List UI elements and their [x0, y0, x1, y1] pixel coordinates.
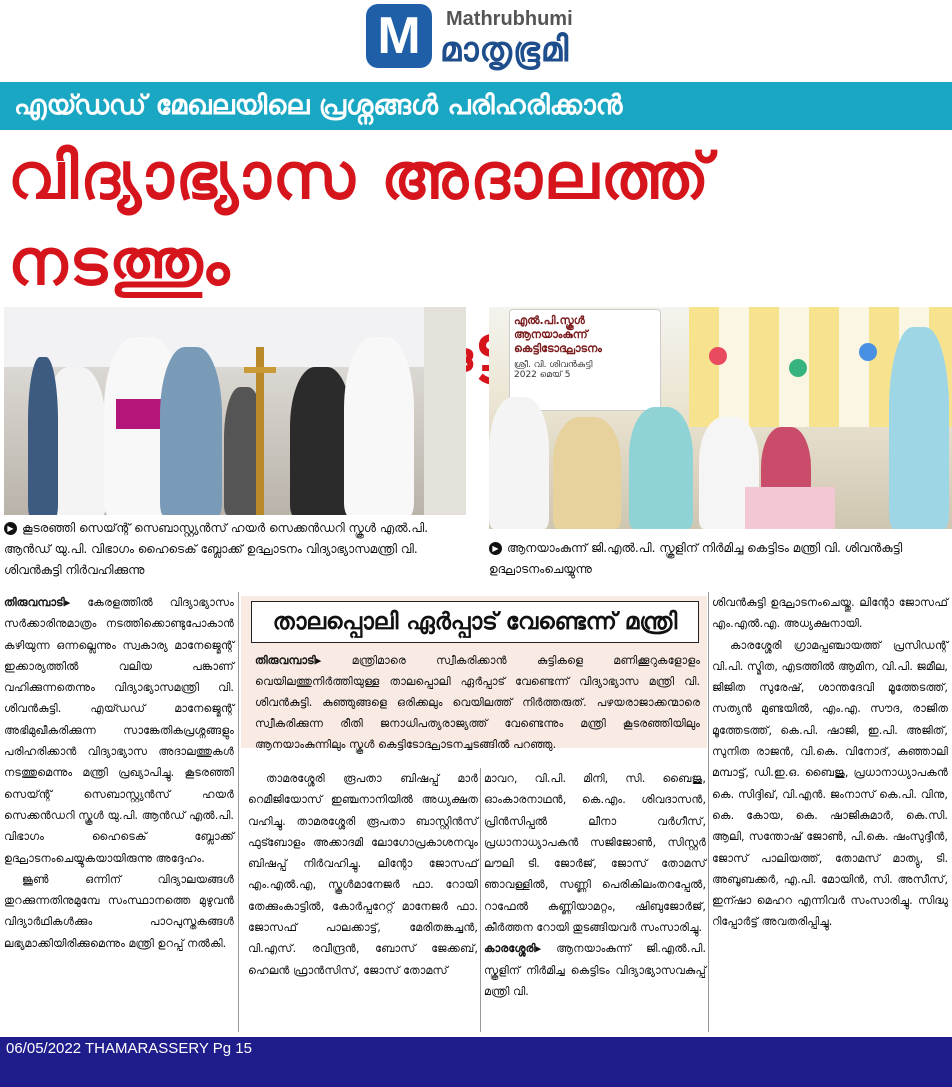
dateline: തിരുവമ്പാടി▸	[255, 654, 322, 667]
play-bullet-icon: ▶	[489, 542, 502, 555]
paragraph: കേരളത്തിൽ വിദ്യാഭ്യാസം സർക്കാരിനുമാത്രം നടത്തിക്കൊണ്ടുപോകാൻ കഴിയുന്ന ഒന്നല്ലെന്നും സ്വകാര്യ മാനേജ്മെന്റ് ഇക്കാര്യത്തിൽ വലിയ പങ്കാണ് വഹിക്കുന്നതെന്നും വിദ്യാഭ്യാസമന്ത്രി വി. ശിവൻകുട്ടി. എയ്ഡഡ് മാനേജ്മെന്റ് അഭിമുഖീകരിക്കുന്ന സാങ്കേതികപ്രശ്നങ്ങളും പരിഹരിക്കാൻ വിദ്യാഭ്യാസ അദാലത്തുകൾ നടത്തുമെന്നും മന്ത്രി പ്രഖ്യാപിച്ചു. കൂടരഞ്ഞി സെയ്ന്റ് സെബാസ്റ്റ്യൻസ് ഹയർ സെക്കൻഡറി സ്കൂൾ യു.പി. ആൻഡ് എൽ.പി. വിഭാഗം ഹൈടെക് ബ്ലോക്ക് ഉദ്ഘാടനംചെയ്യുകയായിരുന്നു അദ്ദേഹം.	[4, 596, 234, 865]
kicker-strip	[0, 82, 952, 130]
paragraph: ആനയാംകുന്ന് ജി.എൽ.പി. സ്കൂളിന് നിർമിച്ച കെട്ടിടം വിദ്യാഭ്യാസവകുപ്പ് മന്ത്രി വി.	[484, 942, 707, 998]
headline-line1: വിദ്യാഭ്യാസ അദാലത്ത് നടത്തും	[8, 140, 712, 300]
dateline: തിരുവമ്പാടി▸	[4, 596, 71, 609]
column-divider	[480, 768, 481, 1032]
article-column-1	[4, 592, 234, 954]
brand-name-english: Mathrubhumi	[446, 8, 573, 30]
mathrubhumi-logo: M	[366, 4, 432, 68]
photo2-caption-text: ആനയാംകുന്ന് ജി.എൽ.പി. സ്കൂളിന് നിർമിച്ച കെട്ടിടം മന്ത്രി വി. ശിവൻകുട്ടി ഉദ്ഘാടനംചെയ്യുന്നു	[489, 541, 903, 576]
column-divider	[238, 592, 239, 1032]
photo2-caption	[489, 538, 949, 580]
article-column-2	[248, 768, 478, 981]
article-column-3	[484, 768, 706, 1002]
photo-lamp-lighting	[4, 307, 466, 515]
masthead	[0, 0, 952, 80]
play-bullet-icon: ▶	[4, 522, 17, 535]
paragraph: താമരശ്ശേരി രൂപതാ ബിഷപ്പ് മാർ റെമീജിയോസ് ഇഞ്ചനാനിയിൽ അധ്യക്ഷത വഹിച്ചു. താമരശ്ശേരി രൂപതാ ബാസ്റ്റിൻസ് ഫുട്ബോളം അക്കാദമി ലോഗോപ്രകാശനവും ബിഷപ്പ് നിർവഹിച്ചു. ലിന്റോ ജോസഫ് എം.എൽ.എ, സ്കൂൾമാനേജർ ഫാ. റോയി തേക്കുംകാട്ടിൽ, കോർപ്പറേറ്റ് മാനേജർ ഫാ. ജോസഫ് പാലക്കാട്ട്, മേരിതങ്കച്ചൻ, വി.എസ്. രവീന്ദ്രൻ, ബോസ് ജേക്കബ്, ഹെലൻ ഫ്രാൻസിസ്, ജോസ് തോമസ്	[248, 772, 478, 977]
paragraph: കാരശ്ശേരി ഗ്രാമപ്പഞ്ചായത്ത് പ്രസിഡന്റ് വി.പി. സ്മിത, എടത്തിൽ ആമിന, വി.പി. ജമീല, ജിജിത സുരേഷ്, ശാന്തദേവി മൂത്തേടത്ത്, സത്യൻ മുണ്ടയിൽ, എം.എ. സൗദ, രാജിത മൂത്തേടത്ത്, കെ.പി. ഷാജി, ഇ.പി. അജിത്, സുനിത രാജൻ, വി.കെ. വിനോദ്, കുഞ്ഞാലി മമ്പാട്ട്, ഡി.ഇ.ഒ. ബൈജു, പ്രധാനാധ്യാപകൻ കെ. സിദ്ദിഖ്, വി.എൻ. ജംനാസ് കെ.പി. വിനു, കെ. കോയ, കെ. ഷാജികുമാർ, കെ.സി. ആലി, സന്തോഷ് ജോൺ, പി.കെ. ഷംസുദ്ദീൻ, ജോസ് പാലിയത്ത്, തോമസ് മാത്യു, ടി. അബൂബക്കർ, എ.പി. മോയിൻ, സി. അസീസ്, ഇന്ഷാ മെഹറ എന്നിവർ സംസാരിച്ചു. സിദ്ധു റിപ്പോർട്ട് അവതരിപ്പിച്ചു.	[712, 638, 948, 929]
footer-date-page: 06/05/2022 THAMARASSERY Pg 15	[6, 1040, 252, 1057]
photo2-banner-text: എൽ.പി.സ്കൂൾ ആനയാംകുന്ന് കെട്ടിടോദ്ഘാടനം	[514, 314, 602, 355]
column-divider	[708, 592, 709, 1032]
photo2-banner-date: 2022 മെയ് 5	[514, 370, 571, 380]
brand-name-malayalam: മാതൃഭൂമി	[440, 30, 570, 70]
photo2-banner-subtext: ശ്രീ. വി. ശിവൻകുട്ടി	[514, 360, 593, 370]
sidebar-box-title: താലപ്പൊലി ഏർപ്പാട് വേണ്ടെന്ന് മന്ത്രി	[251, 601, 699, 643]
photo-school-inauguration	[489, 307, 952, 529]
dateline: കാരശ്ശേരി▸	[484, 942, 542, 956]
kicker-text: എയ്ഡഡ് മേഖലയിലെ പ്രശ്നങ്ങൾ പരിഹരിക്കാൻ	[14, 90, 623, 121]
paragraph: മന്ത്രിമാരെ സ്വീകരിക്കാൻ കുട്ടികളെ മണിക്കൂറുകളോളം വെയിലത്തുനിർത്തിയുള്ള താലപ്പൊലി ഏർപ്പാട് വേണ്ടെന്ന് വിദ്യാഭ്യാസ മന്ത്രി വി. ശിവൻകുട്ടി. കുഞ്ഞുങ്ങളെ ഒരിക്കലും വെയിലത്ത് നിർത്തരുത്. പഴയരാജാക്കന്മാരെ സ്വീകരിക്കുന്ന രീതി ജനാധിപത്യരാജ്യത്ത് വേണ്ടെന്നും മന്ത്രി കൂടരഞ്ഞിയിലും ആനയാംകുന്നിലും സ്കൂൾ കെട്ടിടോദ്ഘാടനച്ചടങ്ങിൽ പറഞ്ഞു.	[255, 654, 701, 751]
paragraph: മാവറ, വി.പി. മിനി, സി. ബൈജു, ഓംകാരനാഥൻ, കെ.എം. ശിവദാസൻ, പ്രിൻസിപ്പൽ ലീനാ വർഗീസ്, പ്രധാനാധ്യാപകൻ സജിജോൺ, സിസ്റ്റർ ലൗലി ടി. ജോർജ്, ജോസ് തോമസ് ഞാവള്ളിൽ, സണ്ണി പെരികിലംതറപ്പേൽ, റാഫേൽ കണ്ണിയാമറ്റം, ഷിബുജോർജ്, കീർത്തന റോയി തുടങ്ങിയവർ സംസാരിച്ചു.	[484, 772, 706, 935]
sidebar-box-body	[255, 650, 700, 755]
photo1-caption-text: കൂടരഞ്ഞി സെയ്ന്റ് സെബാസ്റ്റ്യൻസ് ഹയർ സെക്കൻഡറി സ്കൂൾ എൽ.പി. ആൻഡ് യു.പി. വിഭാഗം ഹൈടെക് ബ്ലോക്ക് ഉദ്ഘാടനം വിദ്യാഭ്യാസമന്ത്രി വി. ശിവൻകുട്ടി നിർവഹിക്കുന്നു	[4, 521, 429, 577]
paragraph: ശിവൻകുട്ടി ഉദ്ഘാടനംചെയ്തു. ലിന്റോ ജോസഫ് എം.എൽ.എ. അധ്യക്ഷനായി.	[712, 596, 948, 631]
paragraph: ജൂൺ ഒന്നിന് വിദ്യാലയങ്ങൾ തുറക്കുന്നതിനുമുമ്പേ സംസ്ഥാനത്തെ മുഴുവൻ വിദ്യാർഥികൾക്കും പാഠപുസ്തകങ്ങൾ ലഭ്യമാക്കിയിരിക്കുമെന്നും മന്ത്രി ഉറപ്പ് നൽകി.	[4, 872, 234, 950]
photo1-caption	[4, 518, 466, 581]
article-column-4	[712, 592, 948, 933]
